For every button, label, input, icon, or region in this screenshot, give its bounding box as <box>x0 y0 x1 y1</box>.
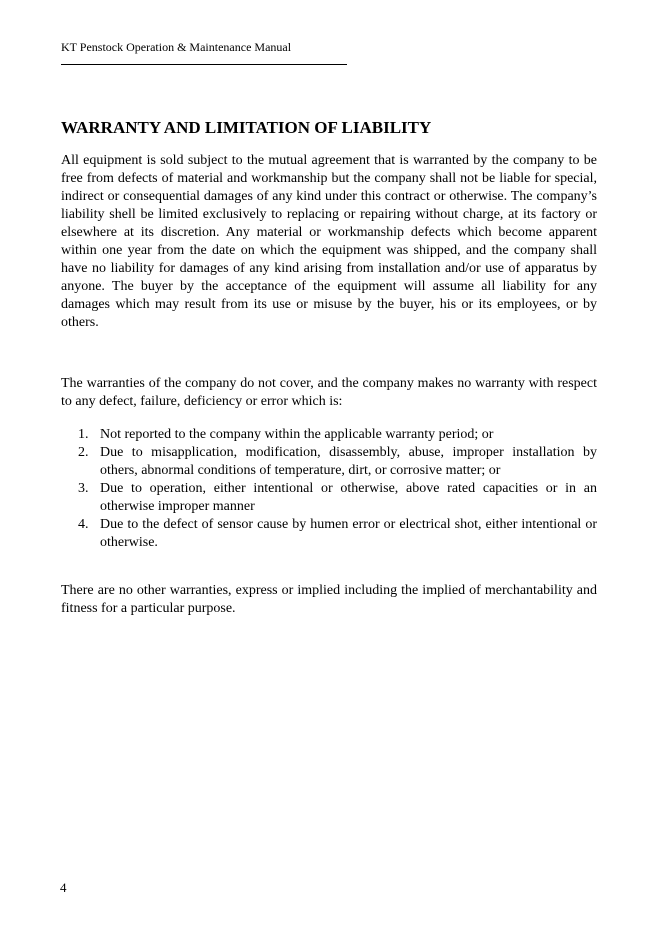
list-item-text: Due to the defect of sensor cause by humen error or electrical shot, either intentional or otherwise. <box>100 517 597 550</box>
list-item <box>61 516 597 552</box>
no-other-warranties-paragraph: There are no other warranties, express or implied including the implied of merchantability and fitness for a particular purpose. <box>61 583 597 616</box>
running-header: KT Penstock Operation & Maintenance Manual <box>61 40 292 54</box>
section-title: WARRANTY AND LIMITATION OF LIABILITY <box>61 118 432 137</box>
list-item <box>61 426 597 444</box>
warranty-paragraph: All equipment is sold subject to the mutual agreement that is warranted by the company to be free from defects of material and workmanship but the company shall not be liable for special, indirect or consequential damages of any kind under this contract or otherwise. The company’s liability shell be limited exclusively to replacing or repairing without charge, at its factory or elsewhere at its discretion. Any material or workmanship defects which become apparent within one year from the date on which the equipment was shipped, and the company shall have no liability for damages of any kind arising from installation and/or use of apparatus by anyone. The buyer by the acceptance of the equipment will assume all liability for any damages which may result from its use or misuse by the buyer, his or its employees, or by others. <box>61 153 597 330</box>
list-item-text: Due to misapplication, modification, disassembly, abuse, improper installation by others, abnormal conditions of temperature, dirt, or corrosive matter; or <box>100 445 597 478</box>
exclusions-intro-paragraph: The warranties of the company do not cover, and the company makes no warranty with respect to any defect, failure, deficiency or error which is: <box>61 376 597 409</box>
header-rule <box>61 64 347 65</box>
list-item-number: 2. <box>78 445 89 460</box>
list-item-number: 3. <box>78 481 89 496</box>
page-number: 4 <box>60 880 67 895</box>
list-item <box>61 444 597 480</box>
list-item <box>61 480 597 516</box>
exclusions-list <box>61 426 597 552</box>
list-item-text: Due to operation, either intentional or otherwise, above rated capacities or in an otherwise improper manner <box>100 481 597 514</box>
list-item-number: 1. <box>78 427 89 442</box>
list-item-text: Not reported to the company within the applicable warranty period; or <box>100 427 494 442</box>
list-item-number: 4. <box>78 517 89 532</box>
